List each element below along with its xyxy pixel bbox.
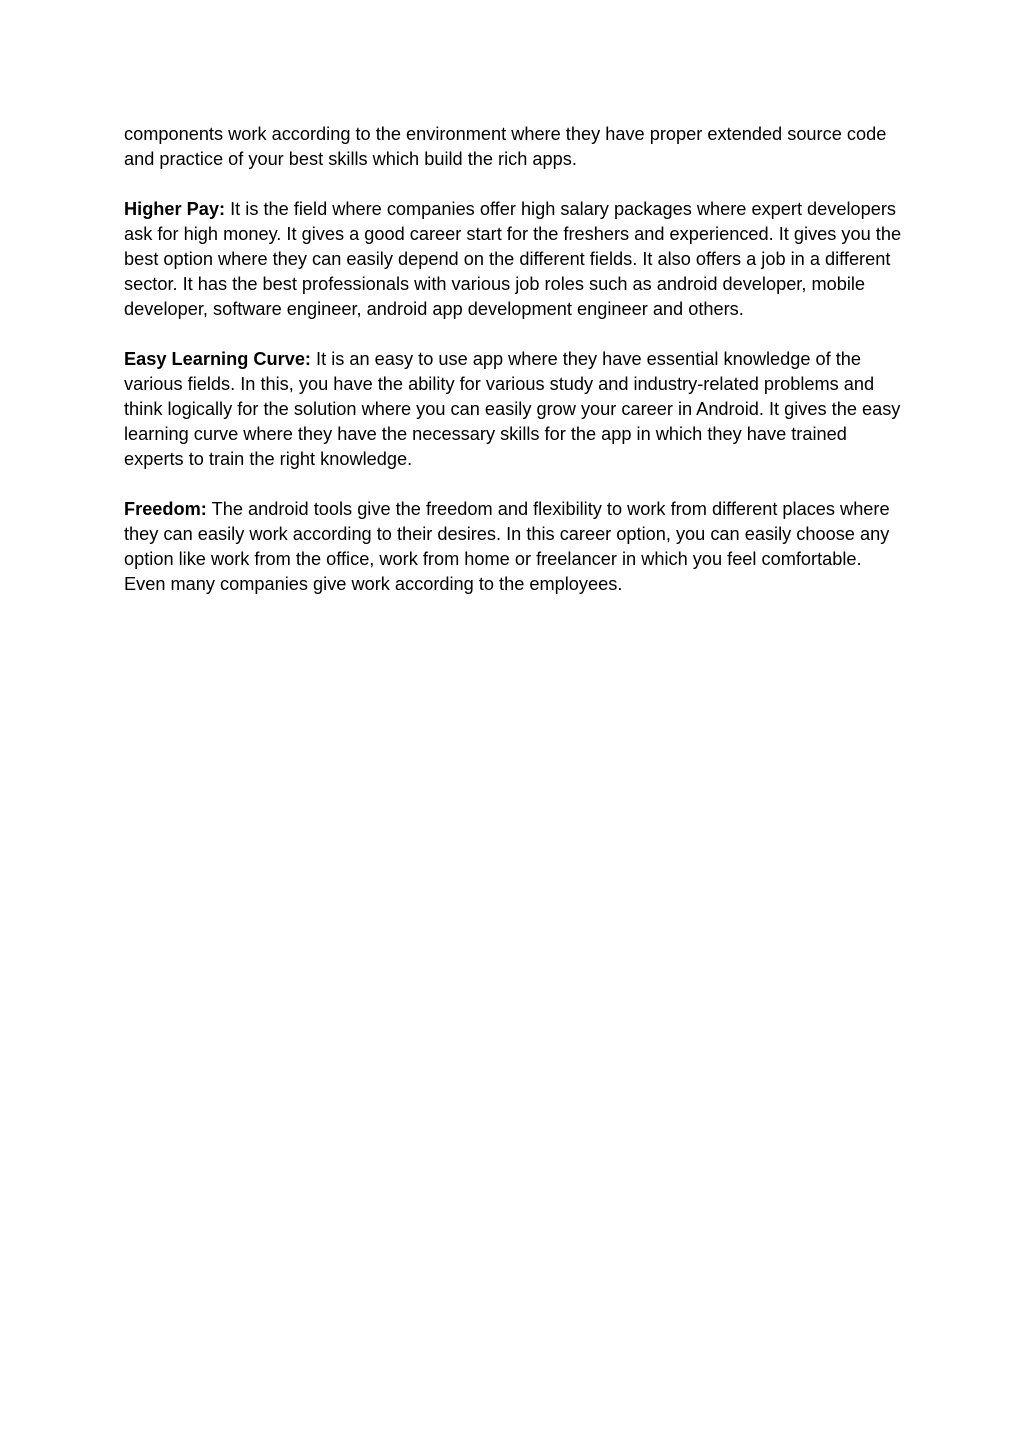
paragraph-heading: Freedom: [124, 499, 207, 519]
paragraph-text: It is the field where companies offer high salary packages where expert developers ask for high money. It gives a good career start for the freshers and experienced. It gives you the best option where they can easily depend on the different fields. It also offers a job in a different sector. It has the best professionals with various job roles such as android developer, mobile developer, software engineer, android app development engineer and others. [124, 199, 902, 319]
paragraph-heading: Higher Pay: [124, 199, 226, 219]
paragraph-freedom [124, 497, 904, 597]
paragraph-higher-pay [124, 197, 904, 322]
document-body [124, 122, 904, 622]
paragraph-heading: Easy Learning Curve: [124, 349, 311, 369]
paragraph-text: components work according to the environment where they have proper extended source code and practice of your best skills which build the rich apps. [124, 124, 887, 169]
paragraph-text: The android tools give the freedom and flexibility to work from different places where they can easily work according to their desires. In this career option, you can easily choose any option like work from the office, work from home or freelancer in which you feel comfortable. Even many companies give work according to the employees. [124, 499, 890, 594]
paragraph-easy-learning-curve [124, 347, 904, 472]
paragraph-intro-continuation [124, 122, 904, 172]
paragraph-text: It is an easy to use app where they have essential knowledge of the various fields. In this, you have the ability for various study and industry-related problems and think logically for the solution where you can easily grow your career in Android. It gives the easy learning curve where they have the necessary skills for the app in which they have trained experts to train the right knowledge. [124, 349, 901, 469]
